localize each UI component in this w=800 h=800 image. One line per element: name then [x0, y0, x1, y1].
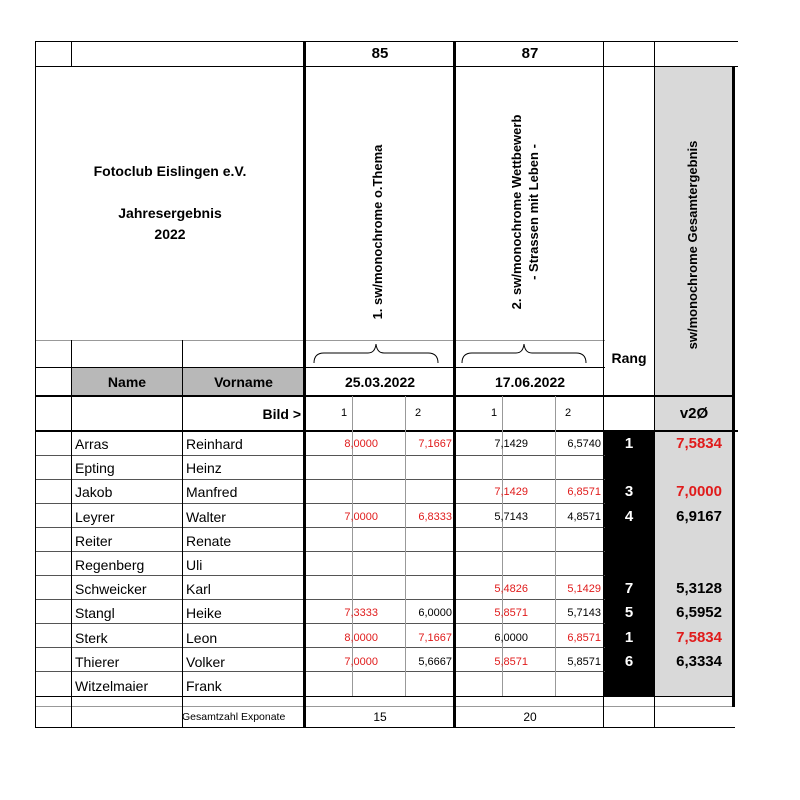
result-value: 6,9167	[676, 507, 722, 525]
score-c2-b2: 5,7143	[567, 607, 601, 620]
score-c2-b2: 5,1429	[567, 583, 601, 596]
participant-vorname: Volker	[186, 653, 225, 670]
participant-name: Jakob	[75, 484, 113, 501]
participant-vorname: Uli	[186, 557, 203, 573]
participant-vorname: Frank	[186, 678, 222, 694]
competition-title-2-line1: 2. sw/monochrome Wettbewerb	[509, 114, 524, 310]
competition-title-2-line2: - Strassen mit Leben -	[526, 144, 541, 280]
participant-name: Reiter	[75, 532, 113, 549]
score-c1-b2: 6,8333	[418, 510, 452, 523]
club-name: Fotoclub Eislingen e.V.	[93, 163, 247, 179]
participant-name: Regenberg	[75, 557, 145, 573]
participant-vorname: Reinhard	[186, 436, 243, 452]
bild-2-label: 2	[414, 407, 422, 419]
participant-name: Stangl	[75, 605, 115, 622]
participant-vorname: Heike	[186, 605, 222, 622]
report-subtitle: Jahresergebnis	[118, 205, 222, 221]
rank-value: 1	[624, 628, 634, 646]
gesamt-title: sw/monochrome Gesamtergebnis	[685, 140, 700, 350]
score-c1-b2: 5,6667	[418, 655, 452, 668]
participant-name: Sterk	[75, 629, 108, 646]
footer-count-2: 20	[523, 710, 537, 724]
footer-count-1: 15	[373, 710, 387, 724]
participant-name: Arras	[75, 436, 109, 452]
bild-1-label: 1	[340, 407, 348, 419]
result-value: 5,3128	[676, 580, 722, 598]
score-c1-b1: 7,0000	[344, 510, 378, 523]
participant-vorname: Leon	[186, 629, 218, 646]
score-c2-b2: 4,8571	[567, 510, 601, 523]
participant-name: Thierer	[75, 653, 120, 670]
result-value: 6,3334	[676, 652, 722, 670]
score-c2-b2: 6,8571	[567, 631, 601, 644]
score-c2-b1: 7,1429	[494, 486, 528, 499]
score-c2-b2: 6,8571	[567, 486, 601, 499]
brace-competition-2	[460, 341, 588, 365]
brace-competition-1	[312, 341, 440, 365]
participant-name: Leyrer	[75, 508, 115, 525]
score-c2-b1: 5,7143	[494, 510, 528, 523]
vorname-header: Vorname	[214, 374, 273, 390]
name-header: Name	[107, 374, 147, 390]
competition-date-1: 25.03.2022	[344, 374, 416, 390]
score-c2-b1: 7,1429	[494, 438, 528, 450]
footer-label: Gesamtzahl Exponate	[182, 711, 286, 723]
score-c1-b2: 7,1667	[418, 438, 452, 450]
score-c1-b1: 7,0000	[344, 655, 378, 668]
report-year: 2022	[154, 226, 186, 242]
rank-value: 3	[624, 483, 634, 501]
participant-vorname: Heinz	[186, 460, 222, 477]
average-symbol: v2Ø	[679, 405, 709, 422]
result-value: 7,5834	[676, 628, 722, 646]
participant-name: Witzelmaier	[75, 678, 149, 694]
score-c2-b1: 5,4826	[494, 583, 528, 596]
bild-label: Bild >	[262, 406, 301, 422]
competition-number-2: 87	[521, 45, 539, 62]
participant-vorname: Karl	[186, 581, 211, 598]
competition-number-1: 85	[371, 45, 389, 62]
score-c1-b1: 7,3333	[344, 607, 378, 620]
result-value: 7,5834	[676, 435, 722, 452]
participant-name: Epting	[75, 460, 115, 477]
result-value: 7,0000	[676, 483, 722, 501]
score-c2-b1: 5,8571	[494, 655, 528, 668]
score-c1-b2: 7,1667	[418, 631, 452, 644]
bild-2-label: 2	[564, 407, 572, 419]
result-value: 6,5952	[676, 604, 722, 622]
competition-title-1	[369, 112, 389, 352]
score-c1-b1: 8,0000	[344, 631, 378, 644]
bild-1-label: 1	[490, 407, 498, 419]
score-c2-b1: 5,8571	[494, 607, 528, 620]
score-c1-b1: 8,0000	[344, 438, 378, 450]
rank-value: 5	[624, 604, 634, 622]
rank-value: 1	[624, 435, 634, 452]
rank-value: 6	[624, 652, 634, 670]
score-c2-b2: 5,8571	[567, 655, 601, 668]
rank-value: 4	[624, 507, 634, 525]
rank-value: 7	[624, 580, 634, 598]
score-c2-b2: 6,5740	[567, 438, 601, 450]
participant-vorname: Manfred	[186, 484, 238, 501]
participant-name: Schweicker	[75, 581, 147, 598]
competition-date-2: 17.06.2022	[494, 374, 566, 390]
score-c1-b2: 6,0000	[418, 607, 452, 620]
competition-title-1-text: 1. sw/monochrome o.Thema	[370, 144, 385, 320]
score-c2-b1: 6,0000	[494, 631, 528, 644]
participant-vorname: Renate	[186, 532, 232, 549]
competition-title-2	[508, 92, 548, 332]
rang-header: Rang	[611, 350, 647, 366]
participant-vorname: Walter	[186, 508, 226, 525]
